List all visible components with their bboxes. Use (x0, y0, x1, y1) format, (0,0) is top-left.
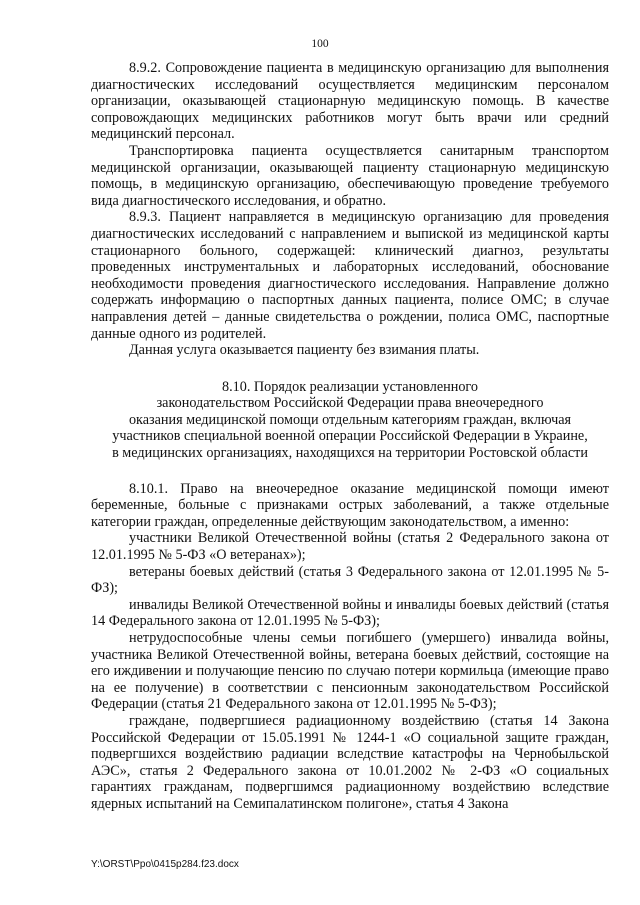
paragraph-8-9-3: 8.9.3. Пациент направляется в медицинскую организацию для проведения диагностических исследований с направлением и выпиской из медицинской карты стационарного больного, содержащей: клинический диагноз, результаты проведенных инструментальных и лабораторных исследований, обоснование необходимости проведения диагностического исследования. Направление должно содержать информацию о паспортных данных пациента, полисе ОМС; в случае направления детей – данные свидетельства о рождении, полиса ОМС, паспортные данные одного из родителей. (91, 209, 609, 342)
list-item-wwii-participants: участники Великой Отечественной войны (статья 2 Федерального закона от 12.01.1995 № 5-ФЗ «О ветеранах»); (91, 530, 609, 564)
heading-line: участников специальной военной операции Российской Федерации в Украине, (112, 428, 588, 445)
paragraph-free-service: Данная услуга оказывается пациенту без взимания платы. (129, 342, 480, 359)
heading-line: законодательством Российской Федерации права внеочередного (156, 395, 544, 412)
list-item-radiation-exposed: граждане, подвергшиеся радиационному воздействию (статья 14 Закона Российской Федерации от 15.05.1991 № 1244-1 «О социальной защите граждан, подвергшихся воздействию радиации вследствие катастрофы на Чернобыльской АЭС», статья 2 Федерального закона от 10.01.2002 № 2-ФЗ «О социальных гарантиях гражданам, подвергшимся радиационному воздействию вследствие ядерных испытаний на Семипалатинском полигоне», статья 4 Закона (91, 712, 609, 812)
paragraph-8-9-2: 8.9.2. Сопровождение пациента в медицинскую организацию для выполнения диагностических исследований осуществляется медицинским персоналом организации, оказывающей стационарную медицинскую помощь. В качестве сопровождающих медицинских работников могут быть врачи или средний медицинский персонал. (91, 60, 609, 143)
document-body (91, 60, 609, 813)
paragraph-transport: Транспортировка пациента осуществляется санитарным транспортом медицинской организации, оказывающей пациенту стационарную медицинскую помощь, в медицинскую организацию, обеспечивающую проведение требуемого вида диагностического исследования, и обратно. (91, 142, 609, 209)
list-item-war-invalids: инвалиды Великой Отечественной войны и инвалиды боевых действий (статья 14 Федерального закона от 12.01.1995 № 5-ФЗ); (91, 596, 609, 630)
heading-line: 8.10. Порядок реализации установленного (222, 378, 478, 395)
list-item-combat-veterans: ветераны боевых действий (статья 3 Федерального закона от 12.01.1995 № 5-ФЗ); (91, 563, 609, 597)
list-item-family-members: нетрудоспособные члены семьи погибшего (умершего) инвалида войны, участника Великой Отечественной войны, ветерана боевых действий, состоящие на его иждивении и получающие пенсию по случаю потери кормильца (имеющие право на ее получение) в соответствии с пенсионным законодательством Российской Федерации (статья 21 Федерального закона от 12.01.1995 № 5-ФЗ); (91, 630, 609, 713)
heading-line: в медицинских организациях, находящихся на территории Ростовской области (112, 445, 588, 462)
footer-file-path: Y:\ORST\Ppo\0415p284.f23.docx (91, 859, 239, 870)
section-heading-8-10 (91, 379, 609, 462)
heading-line: оказания медицинской помощи отдельным категориям граждан, включая (128, 411, 572, 428)
page-number: 100 (311, 38, 329, 50)
paragraph-8-10-1: 8.10.1. Право на внеочередное оказание медицинской помощи имеют беременные, больные с признаками острых заболеваний, а также отдельные категории граждан, определенные действующим законодательством, а именно: (91, 480, 609, 530)
